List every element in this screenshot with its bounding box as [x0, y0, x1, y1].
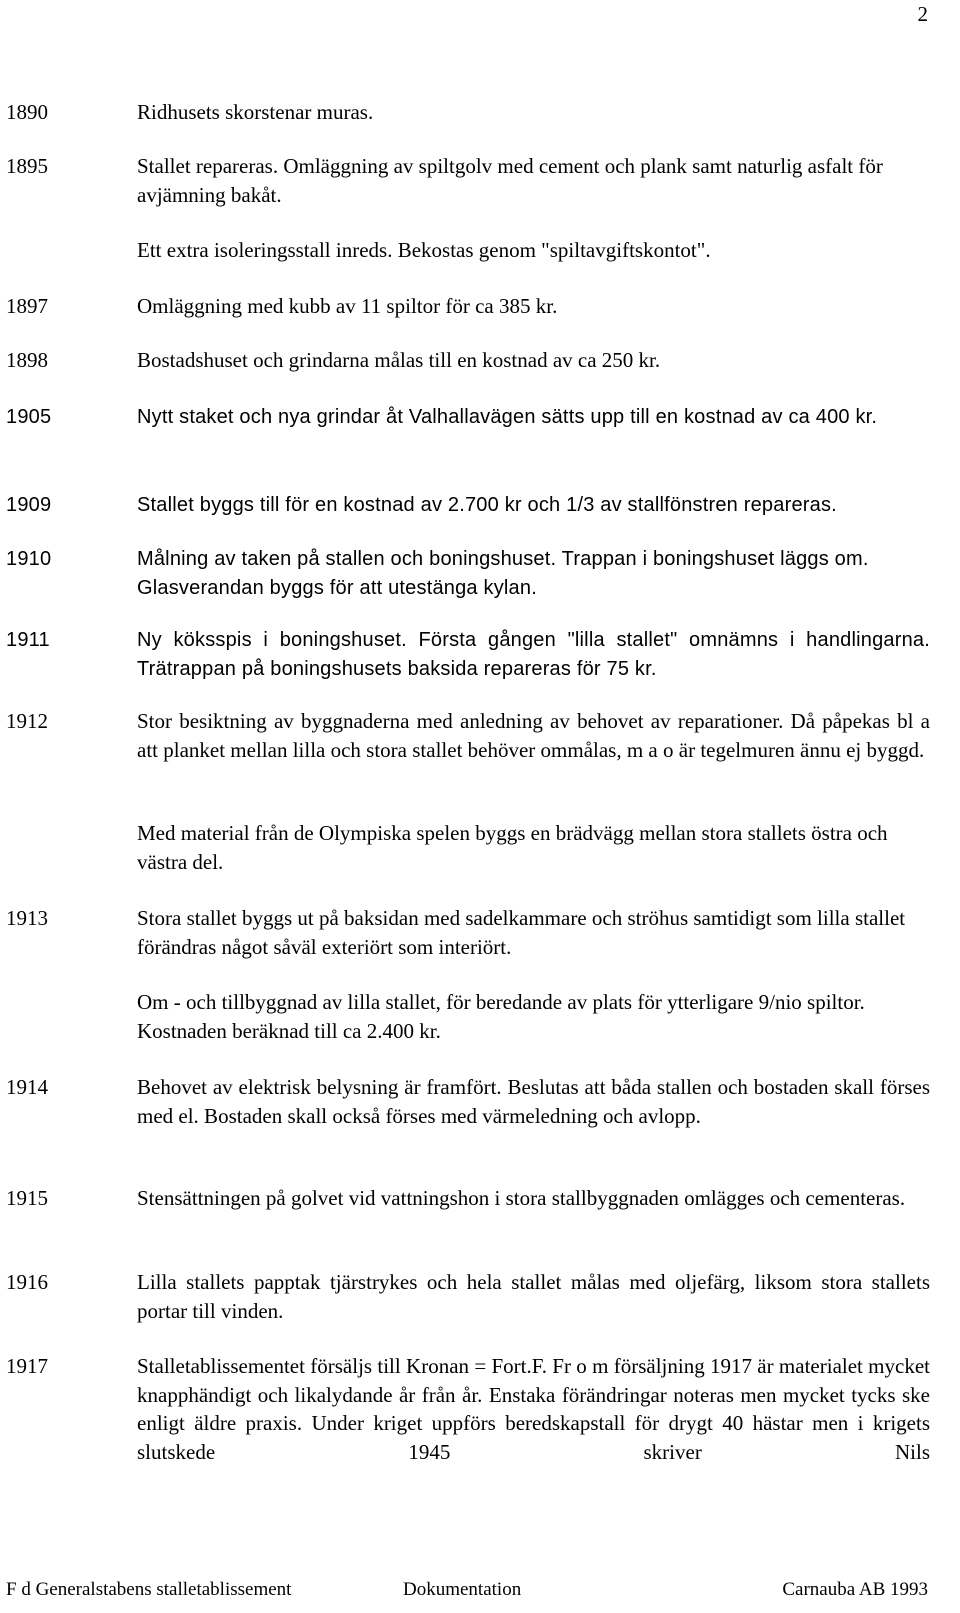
entry-year: 1917 [6, 1354, 48, 1378]
entry-text: Målning av taken på stallen och boningshuset. Trappan i boningshuset läggs om. Glasverandan byggs för att utestänga kylan. [137, 548, 869, 599]
entry-text: Med material från de Olympiska spelen byggs en brädvägg mellan stora stallets östra och västra del. [137, 821, 888, 874]
page-footer [0, 1578, 960, 1608]
entry-text: Stallet byggs till för en kostnad av 2.700 kr och 1/3 av stallfönstren repareras. [137, 494, 837, 516]
entry-text: Stallet repareras. Omläggning av spiltgolv med cement och plank samt naturlig asfalt för avjämning bakåt. [137, 154, 883, 207]
entry-text: Bostadshuset och grindarna målas till en kostnad av ca 250 kr. [137, 348, 661, 372]
entry-text: Stensättningen på golvet vid vattningshon i stora stallbyggnaden omlägges och cementeras. [137, 1186, 906, 1210]
entry-year: 1897 [6, 294, 48, 318]
entry-text: Ett extra isoleringsstall inreds. Bekostas genom "spiltavgiftskontot". [137, 238, 711, 262]
entry-text: Nytt staket och nya grindar åt Valhallavägen sätts upp till en kostnad av ca 400 kr. [137, 406, 878, 428]
footer-left-text: F d Generalstabens stalletablissement [6, 1579, 292, 1600]
entry-year: 1914 [6, 1075, 48, 1099]
entry-year: 1905 [6, 406, 52, 428]
entry-year: 1916 [6, 1270, 48, 1294]
page-number: 2 [917, 2, 928, 26]
entry-text: Stor besiktning av byggnaderna med anledning av behovet av reparationer. Då påpekas bl a att planket mellan lilla och stora stallet behöver ommålas, m a o är tegelmuren ännu ej byggd. [137, 709, 930, 762]
footer-right-text: Carnauba AB 1993 [782, 1579, 928, 1600]
entry-year: 1910 [6, 548, 52, 570]
entry-text: Ny köksspis i boningshuset. Första gången "lilla stallet" omnämns i handlingarna. Trätrappan på boningshusets baksida repareras för 75 kr. [137, 629, 930, 680]
entry-year: 1895 [6, 154, 48, 178]
entry-text: Stalletablissementet försäljs till Kronan = Fort.F. Fr o m försäljning 1917 är materialet mycket knapphändigt och likalydande år från år. Enstaka förändringar noteras men mycket tycks ske enligt äldre praxis. Under kriget uppförs beredskapstall för drygt 40 hästar men i krigets slutskede 1945 skriver Nils [137, 1354, 930, 1464]
entry-year: 1898 [6, 348, 48, 372]
entry-year: 1911 [6, 629, 50, 651]
entry-text: Stora stallet byggs ut på baksidan med sadelkammare och ströhus samtidigt som lilla stallet förändras något såväl exteriört som interiört. [137, 906, 906, 959]
entry-text: Om - och tillbyggnad av lilla stallet, för beredande av plats för ytterligare 9/nio spiltor. Kostnaden beräknad till ca 2.400 kr. [137, 990, 865, 1043]
entry-text: Lilla stallets papptak tjärstrykes och hela stallet målas med oljefärg, liksom stora stallets portar till vinden. [137, 1270, 930, 1323]
entry-year: 1909 [6, 494, 52, 516]
entry-text: Omläggning med kubb av 11 spiltor för ca 385 kr. [137, 294, 558, 318]
entry-text: Ridhusets skorstenar muras. [137, 100, 374, 124]
entry-year: 1912 [6, 709, 48, 733]
entry-year: 1913 [6, 906, 48, 930]
entry-year: 1890 [6, 100, 48, 124]
entry-year: 1915 [6, 1186, 48, 1210]
footer-center-text: Dokumentation [403, 1579, 522, 1600]
entry-text: Behovet av elektrisk belysning är framfört. Beslutas att båda stallen och bostaden skall förses med el. Bostaden skall också förses med värmeledning och avlopp. [137, 1075, 930, 1128]
